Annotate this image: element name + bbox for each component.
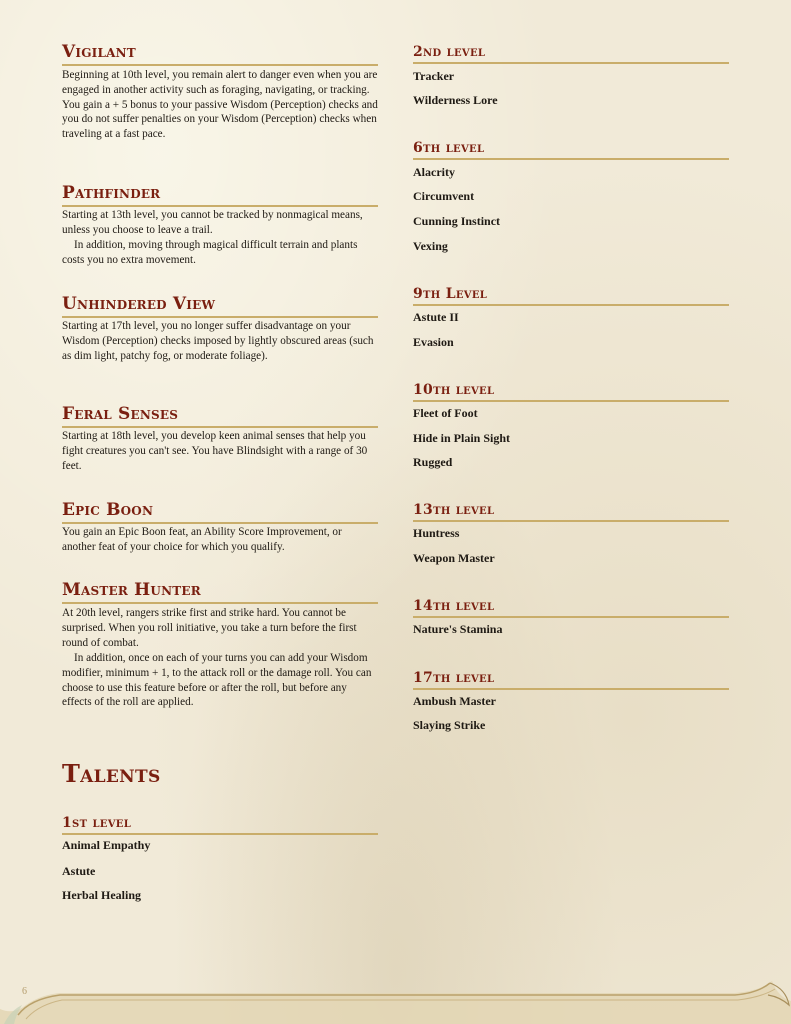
talent-item: Ambush Master [413, 694, 496, 708]
heading-13th-level: 13th level [413, 502, 729, 522]
talent-item: Fleet of Foot [413, 406, 478, 420]
pathfinder-text-1: Starting at 13th level, you cannot be tracked by nonmagical means, unless you choose to leave a trail. [62, 209, 363, 236]
page-number: 6 [22, 986, 27, 997]
feral-senses-text: Starting at 18th level, you develop keen animal senses that help you fight creatures you can't see. You have Blindsight with a range of 30 feet. [62, 430, 368, 472]
talent-item: Vexing [413, 239, 448, 253]
talent-item: Tracker [413, 69, 455, 83]
talent-item: Nature's Stamina [413, 622, 503, 636]
talent-item: Weapon Master [413, 551, 495, 565]
heading-feral-senses: Feral Senses [62, 404, 378, 428]
heading-9th-level: 9th Level [413, 286, 729, 306]
talent-item: Astute II [413, 310, 459, 324]
heading-6th-level: 6th level [413, 140, 729, 160]
pathfinder-text-2: In addition, moving through magical difficult terrain and plants costs you no extra movement. [62, 239, 358, 266]
talent-item: Circumvent [413, 189, 475, 203]
heading-unhindered-view: Unhindered View [62, 294, 378, 318]
talent-item: Slaying Strike [413, 718, 486, 732]
talent-item: Animal Empathy [62, 838, 151, 852]
heading-epic-boon: Epic Boon [62, 500, 378, 524]
vigilant-text: Beginning at 10th level, you remain alert to danger even when you are engaged in another activity such as foraging, navigating, or tracking. You gain a + 5 bonus to your passive Wisdom (Perception) checks and you do not suffer penalties on your Wisdom (Perception) checks when traveling at a fast pace. [62, 69, 378, 141]
talent-item: Evasion [413, 335, 454, 349]
talent-item: Wilderness Lore [413, 93, 498, 107]
heading-17th-level: 17th level [413, 670, 729, 690]
talent-item: Rugged [413, 455, 453, 469]
epic-boon-text: You gain an Epic Boon feat, an Ability Score Improvement, or another feat of your choice for which you qualify. [62, 526, 342, 553]
heading-talents: Talents [62, 759, 161, 788]
heading-2nd-level: 2nd level [413, 44, 729, 64]
master-hunter-text-1: At 20th level, rangers strike first and strike hard. You cannot be surprised. When you roll initiative, you take a turn before the first round of combat. [62, 607, 357, 649]
talent-item: Herbal Healing [62, 888, 141, 902]
talent-item: Huntress [413, 526, 460, 540]
heading-1st-level: 1st level [62, 815, 378, 835]
unhindered-view-text: Starting at 17th level, you no longer suffer disadvantage on your Wisdom (Perception) checks imposed by lightly obscured areas (such as dim light, patchy fog, or moderate foliage). [62, 320, 374, 362]
master-hunter-text-2: In addition, once on each of your turns you can add your Wisdom modifier, minimum + 1, to the attack roll or the damage roll. You can choose to use this feature before or after the roll, but before any effects of the roll are applied. [62, 652, 372, 709]
talent-item: Alacrity [413, 165, 455, 179]
talent-item: Astute [62, 864, 96, 878]
heading-vigilant: Vigilant [62, 42, 378, 66]
talent-item: Cunning Instinct [413, 214, 501, 228]
heading-master-hunter: Master Hunter [62, 580, 378, 604]
heading-10th-level: 10th level [413, 382, 729, 402]
footer-ornament [0, 975, 791, 1024]
heading-14th-level: 14th level [413, 598, 729, 618]
heading-pathfinder: Pathfinder [62, 183, 378, 207]
talent-item: Hide in Plain Sight [413, 431, 511, 445]
